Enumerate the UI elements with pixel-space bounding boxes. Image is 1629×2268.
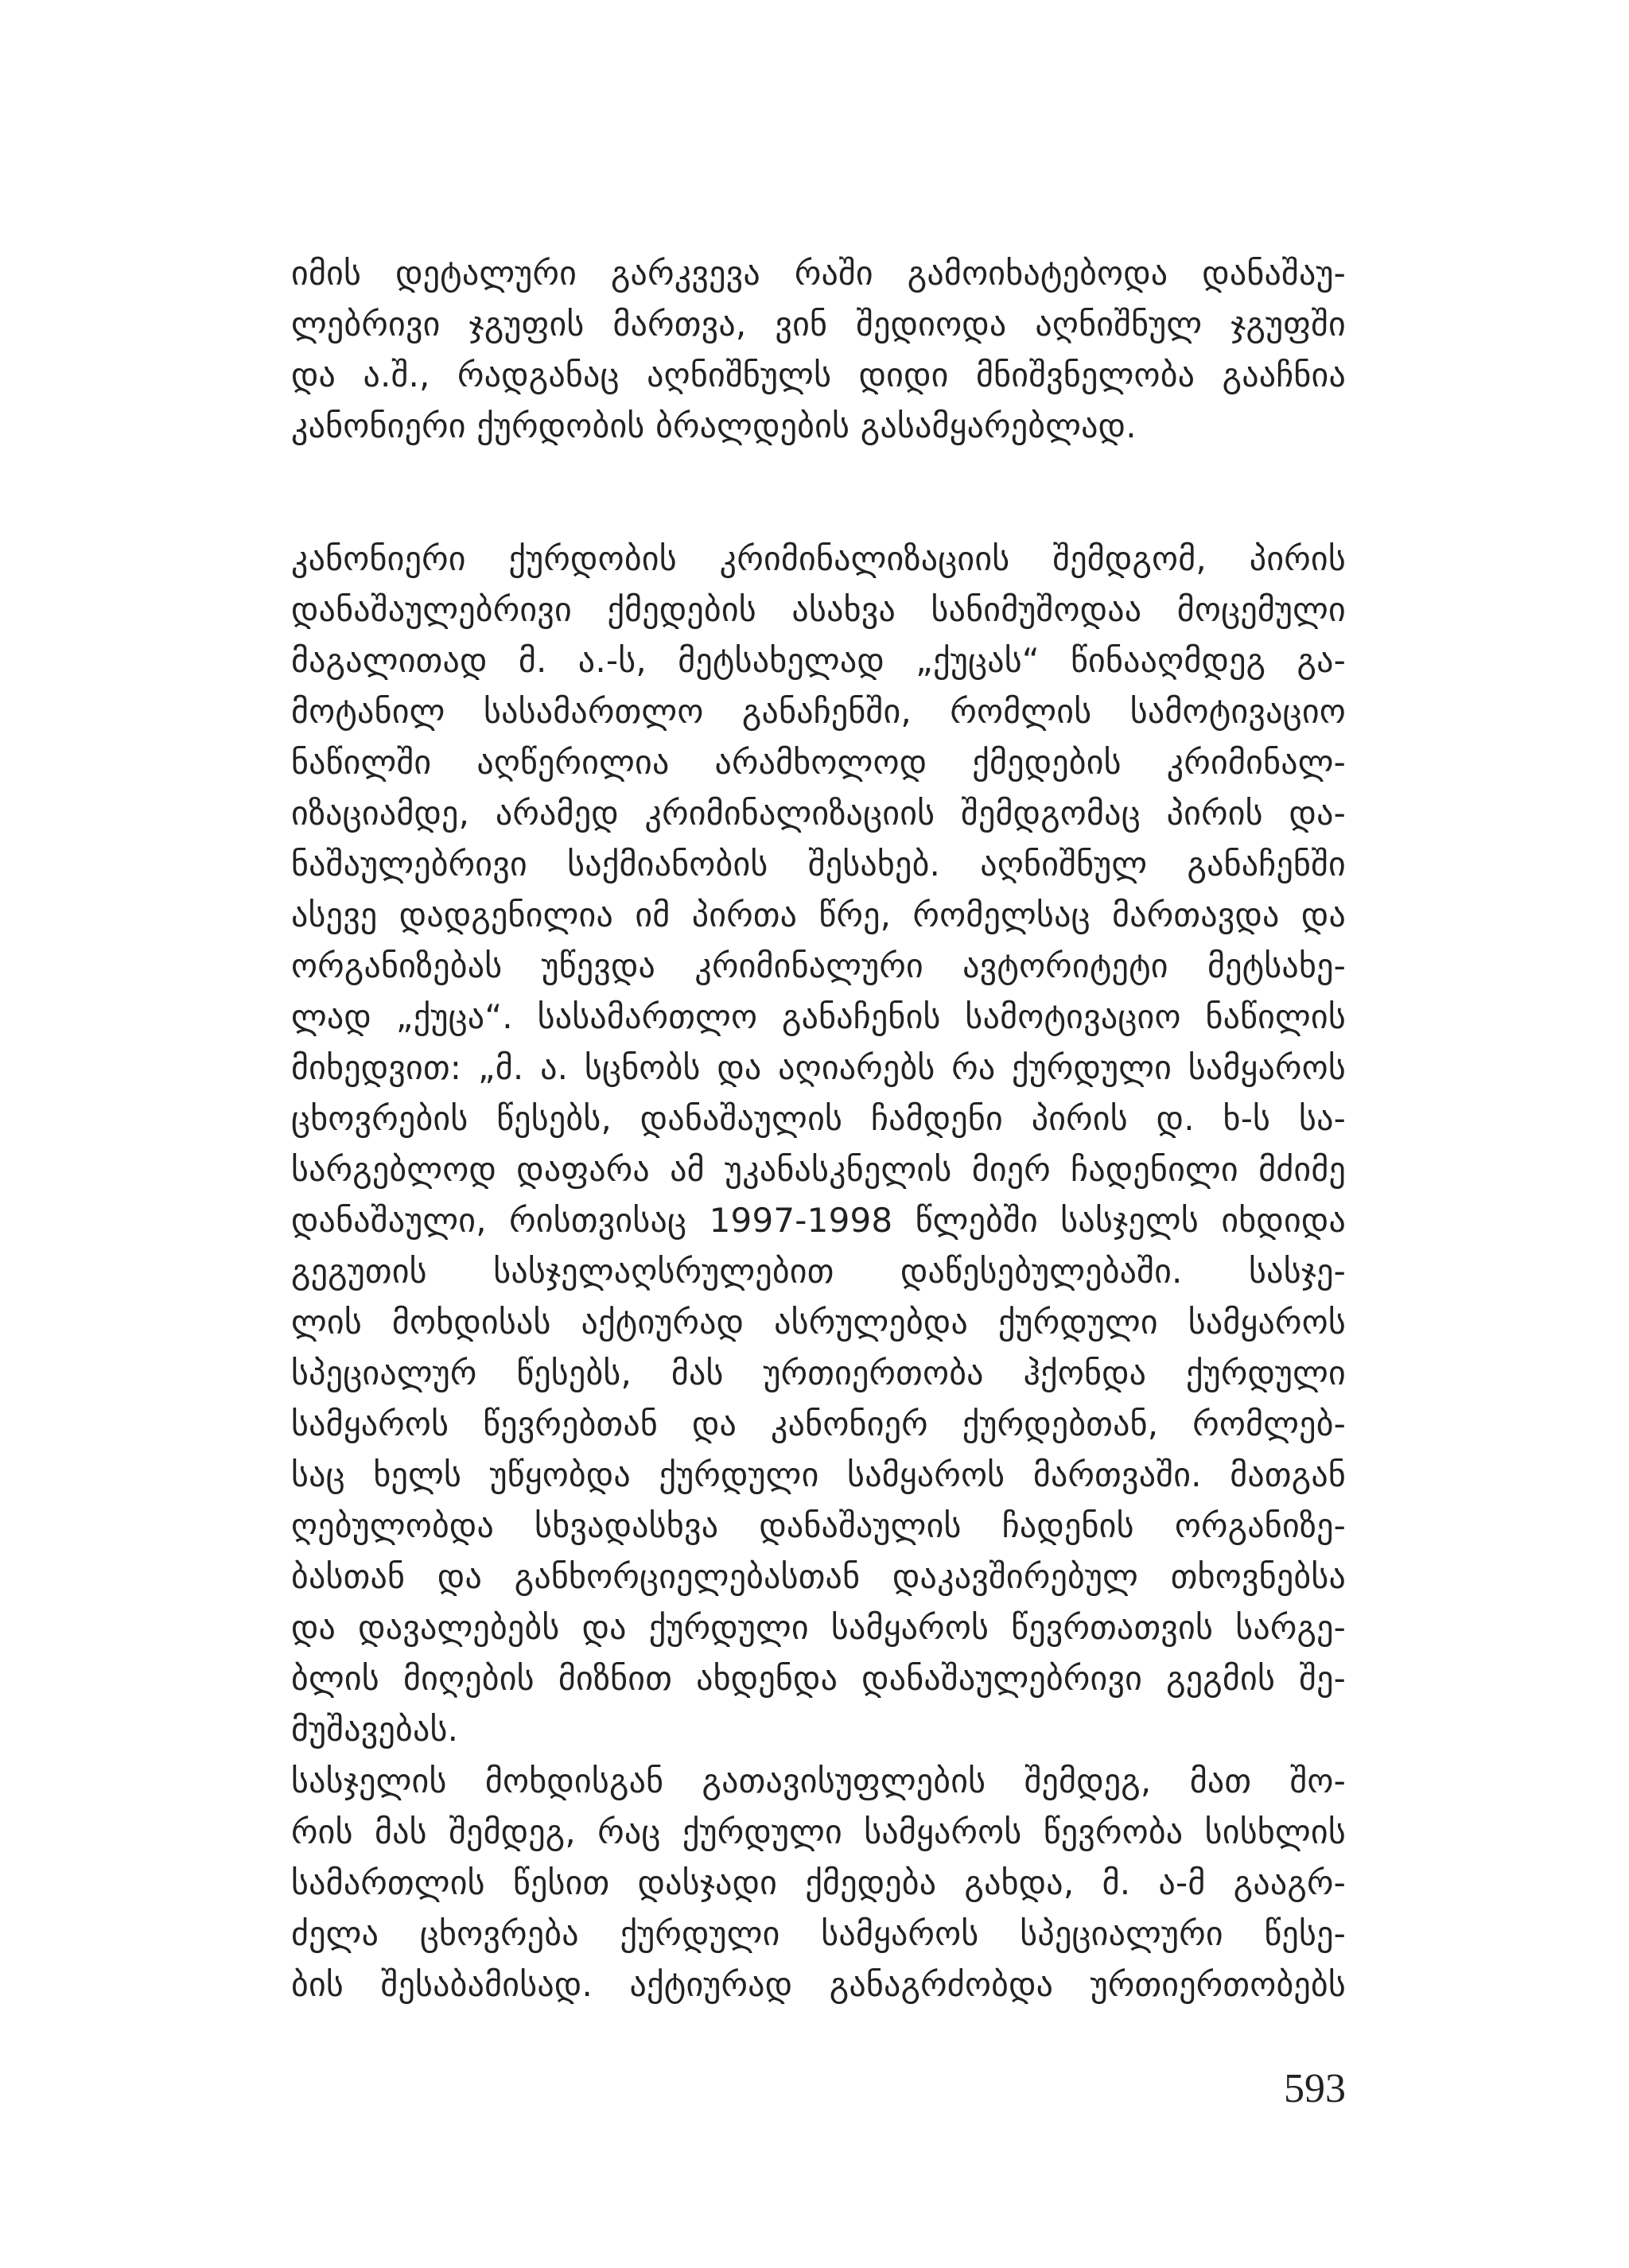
paragraph-3 (291, 1756, 1346, 2010)
text-line: მიხედვით: „მ. ა. სცნობს და აღიარებს რა ქურდული სამყაროს (291, 1048, 1346, 1087)
text-line: გეგუთის სასჯელაღსრულებით დაწესებულებაში. სასჯე- (291, 1252, 1346, 1291)
text-line: და დავალებებს და ქურდული სამყაროს წევრთათვის სარგე- (291, 1608, 1346, 1647)
text-line: კანონიერი ქურდობის კრიმინალიზაციის შემდგომ, პირის (291, 539, 1346, 578)
paragraph-2 (291, 534, 1346, 1755)
page-number: 593 (1284, 2066, 1346, 2111)
text-line: ასევე დადგენილია იმ პირთა წრე, რომელსაც მართავდა და (291, 895, 1346, 934)
text-line: ცხოვრების წესებს, დანაშაულის ჩამდენი პირის დ. ხ-ს სა- (291, 1099, 1346, 1138)
paragraph-1 (291, 248, 1346, 452)
text-line: იმის დეტალური გარკვევა რაში გამოიხატებოდა დანაშაუ- (291, 254, 1346, 293)
text-line: ძელა ცხოვრება ქურდული სამყაროს სპეციალური წესე- (291, 1914, 1346, 1953)
text-line: იზაციამდე, არამედ კრიმინალიზაციის შემდგომაც პირის და- (291, 794, 1346, 833)
text-line: სარგებლოდ დაფარა ამ უკანასკნელის მიერ ჩადენილი მძიმე (291, 1150, 1346, 1189)
text-line: დანაშაული, რისთვისაც 1997-1998 წლებში სასჯელს იხდიდა (291, 1201, 1346, 1240)
text-line: საც ხელს უწყობდა ქურდული სამყაროს მართვაში. მათგან (291, 1455, 1346, 1494)
text-line: ბლის მიღების მიზნით ახდენდა დანაშაულებრივი გეგმის შე- (291, 1659, 1346, 1698)
text-line: ღებულობდა სხვადასხვა დანაშაულის ჩადენის ორგანიზე- (291, 1506, 1346, 1545)
text-line: მაგალითად მ. ა.-ს, მეტსახელად „ქუცას“ წინააღმდეგ გა- (291, 641, 1346, 680)
text-line: ბასთან და განხორციელებასთან დაკავშირებულ თხოვნებსა (291, 1557, 1346, 1596)
text-line: ნაწილში აღწერილია არამხოლოდ ქმედების კრიმინალ- (291, 743, 1346, 782)
text-line: ლებრივი ჯგუფის მართვა, ვინ შედიოდა აღნიშნულ ჯგუფში (291, 305, 1346, 344)
text-line: დანაშაულებრივი ქმედების ასახვა სანიმუშოდაა მოცემული (291, 590, 1346, 629)
text-line: ლად „ქუცა“. სასამართლო განაჩენის სამოტივაციო ნაწილის (291, 997, 1346, 1036)
text-line: მოტანილ სასამართლო განაჩენში, რომლის სამოტივაციო (291, 692, 1346, 731)
text-line: კანონიერი ქურდობის ბრალდების გასამყარებლად. (291, 406, 1137, 445)
text-line: მუშავებას. (291, 1710, 459, 1749)
text-line: ბის შესაბამისად. აქტიურად განაგრძობდა ურთიერთობებს (291, 1965, 1346, 2004)
text-line: ლის მოხდისას აქტიურად ასრულებდა ქურდული სამყაროს (291, 1303, 1346, 1342)
text-line: ნაშაულებრივი საქმიანობის შესახებ. აღნიშნულ განაჩენში (291, 845, 1346, 884)
text-line: ორგანიზებას უწევდა კრიმინალური ავტორიტეტი მეტსახე- (291, 946, 1346, 985)
text-line: სამყაროს წევრებთან და კანონიერ ქურდებთან, რომლებ- (291, 1404, 1346, 1443)
text-line: სასჯელის მოხდისგან გათავისუფლების შემდეგ, მათ შო- (291, 1761, 1346, 1800)
text-line: სპეციალურ წესებს, მას ურთიერთობა ჰქონდა ქურდული (291, 1353, 1346, 1392)
text-line: სამართლის წესით დასჯადი ქმედება გახდა, მ. ა-მ გააგრ- (291, 1863, 1346, 1902)
text-line: რის მას შემდეგ, რაც ქურდული სამყაროს წევრობა სისხლის (291, 1812, 1346, 1851)
text-line: და ა.შ., რადგანაც აღნიშნულს დიდი მნიშვნელობა გააჩნია (291, 355, 1346, 394)
